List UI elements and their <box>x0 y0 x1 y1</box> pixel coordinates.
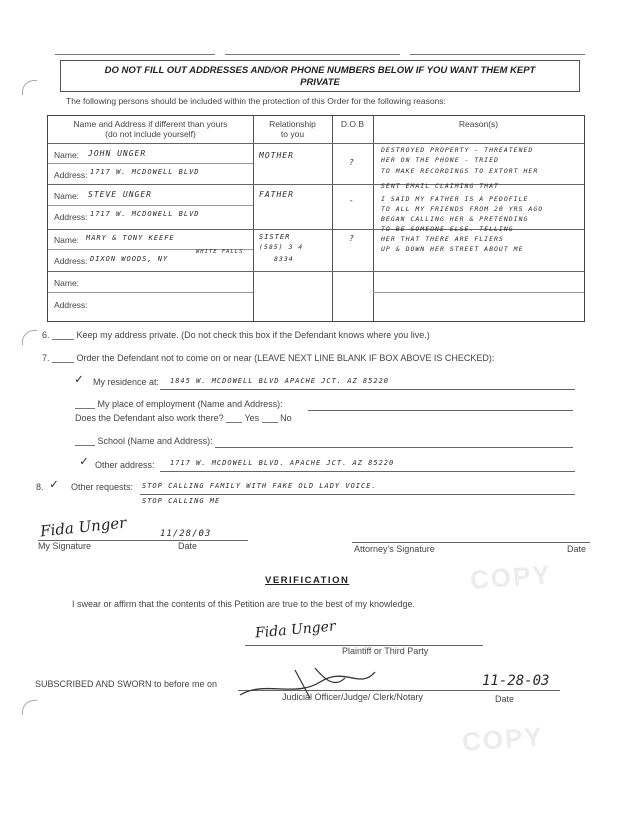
copy-watermark: COPY <box>461 721 545 757</box>
notary-date-label: Date <box>495 694 515 704</box>
reason-line: UP & DOWN HER STREET ABOUT ME <box>381 245 524 254</box>
employment-row <box>75 399 283 409</box>
sub-divider <box>48 292 253 293</box>
reason-line: DESTROYED PROPERTY - THREATENED <box>381 146 534 154</box>
residence-check-mark[interactable]: ✓ <box>75 372 84 387</box>
header-relationship-sub: to you <box>280 129 305 139</box>
intro-text: The following persons should be included within the protection of this Order for the following reasons: <box>66 96 446 106</box>
address-label: Address: <box>54 300 88 310</box>
employment-line <box>308 410 573 411</box>
other-requests-label: Other requests: <box>71 482 134 492</box>
row-3-phone: (585) 3 4 <box>259 243 304 251</box>
name-label: Name: <box>54 235 80 245</box>
verification-title: VERIFICATION <box>265 575 350 586</box>
signature-date[interactable]: 11/28/03 <box>160 529 212 539</box>
sub-divider <box>48 205 253 206</box>
employment-checkbox[interactable] <box>75 399 95 409</box>
col-divider <box>253 116 254 321</box>
employment-label: My place of employment (Name and Address): <box>97 399 283 409</box>
other-requests-line <box>140 494 575 495</box>
warning-line-2: PRIVATE <box>300 77 340 88</box>
school-checkbox[interactable] <box>75 436 95 446</box>
name-label: Name: <box>54 191 80 201</box>
other-requests-line-1[interactable]: STOP CALLING FAMILY WITH FAKE OLD LADY VOICE. <box>142 482 377 490</box>
name-label: Name: <box>54 278 80 288</box>
address-label: Address: <box>54 212 88 222</box>
scan-mark <box>22 700 37 715</box>
top-rule-left <box>55 54 215 55</box>
row-1-address: 1717 W. MCDOWELL BLVD <box>90 168 200 176</box>
attorney-signature-line <box>352 542 590 543</box>
no-label: No <box>280 413 292 423</box>
plaintiff-signature[interactable]: Fida Unger <box>254 618 337 642</box>
reason-line: TO ALL MY FRIENDS FROM 20 YRS AGO <box>381 205 544 214</box>
header-name-sub: (do not include yourself) <box>105 129 196 139</box>
col-divider <box>373 116 374 321</box>
residence-line <box>160 389 575 390</box>
item-6 <box>42 330 430 340</box>
copy-watermark: COPY <box>469 559 553 595</box>
top-rule-right <box>410 54 585 55</box>
row-1-name: JOHN UNGER <box>88 149 147 158</box>
yes-checkbox[interactable] <box>226 413 242 423</box>
notary-date[interactable]: 11-28-03 <box>482 673 550 689</box>
reasons-text <box>381 146 543 254</box>
header-relationship <box>253 119 332 139</box>
address-label: Address: <box>54 170 88 180</box>
address-label: Address: <box>54 256 88 266</box>
verification-text: I swear or affirm that the contents of this Petition are true to the best of my knowledge. <box>72 599 416 609</box>
my-signature-label: My Signature <box>38 541 92 551</box>
reason-line: I SAID MY FATHER IS A PEDOFILE <box>381 195 529 204</box>
header-reasons: Reason(s) <box>458 119 499 129</box>
no-checkbox[interactable] <box>262 413 278 423</box>
top-rule-middle <box>225 54 400 55</box>
row-3-dob: ? <box>349 234 355 243</box>
sub-divider <box>48 163 253 164</box>
col-divider <box>332 116 333 321</box>
sub-divider <box>373 292 584 293</box>
item-6-checkbox[interactable] <box>52 330 74 340</box>
row-3-name: MARY & TONY KEEFE <box>86 234 175 242</box>
row-2-dob: - <box>349 196 355 205</box>
warning-line-1: DO NOT FILL OUT ADDRESSES AND/OR PHONE NUMBERS BELOW IF YOU WANT THEM KEPT <box>104 65 536 76</box>
school-row <box>75 436 213 446</box>
other-requests-line-2[interactable]: STOP CALLING ME <box>142 497 221 505</box>
attorney-date-label: Date <box>567 544 587 554</box>
reason-line: HER THAT THERE ARE FLIERS <box>381 235 504 244</box>
reason-line: BEGAN CALLING HER & PRETENDING <box>381 215 529 224</box>
item-7-text: Order the Defendant not to come on or near (LEAVE NEXT LINE BLANK IF BOX ABOVE IS CHECKED): <box>76 353 495 363</box>
item-7 <box>42 353 494 363</box>
row-2-address: 1717 W. MCDOWELL BLVD <box>90 210 200 218</box>
row-2-relationship: FATHER <box>259 190 294 199</box>
attorney-signature-label: Attorney's Signature <box>354 544 435 554</box>
item-8-check-mark[interactable]: ✓ <box>50 477 59 492</box>
item-8-number: 8. <box>36 482 44 492</box>
official-label: Judicial Officer/Judge/ Clerk/Notary <box>282 692 423 702</box>
name-label: Name: <box>54 150 80 160</box>
petitioner-signature[interactable]: Fida Unger <box>39 513 128 541</box>
date-label: Date <box>178 541 198 551</box>
item-6-text: Keep my address private. (Do not check this box if the Defendant knows where you live.) <box>76 330 430 340</box>
other-address-line <box>160 471 575 472</box>
protected-persons-table <box>47 115 585 322</box>
reason-line: SENT EMAIL CLAIMING THAT <box>381 182 499 191</box>
row-1-relationship: MOTHER <box>259 151 294 160</box>
scan-mark <box>22 80 37 95</box>
header-name <box>48 119 253 139</box>
plaintiff-label: Plaintiff or Third Party <box>342 646 429 656</box>
scan-mark <box>22 330 37 345</box>
row-divider <box>48 271 584 272</box>
row-2-name: STEVE UNGER <box>88 190 152 199</box>
school-label: School (Name and Address): <box>97 436 213 446</box>
item-7-checkbox[interactable] <box>52 353 74 363</box>
other-address-label: Other address: <box>95 460 155 470</box>
school-line <box>215 447 573 448</box>
row-3-address: DIXON WOODS, NY <box>90 255 169 263</box>
private-warning-box <box>60 60 580 92</box>
subscribed-text: SUBSCRIBED AND SWORN to before me on <box>35 679 218 689</box>
reason-line: TO MAKE RECORDINGS TO EXTORT HER <box>381 167 539 176</box>
row-3-phone-2: 8334 <box>274 255 294 263</box>
header-relationship-text: Relationship <box>269 119 316 129</box>
other-address-value[interactable]: 1717 W. MCDOWELL BLVD. APACHE JCT. AZ 85220 <box>170 459 395 467</box>
work-question: Does the Defendant also work there? <box>75 413 224 423</box>
row-3-relationship: SISTER <box>259 233 291 241</box>
residence-value[interactable]: 1845 W. MCDOWELL BLVD APACHE JCT. AZ 85220 <box>170 377 390 385</box>
residence-label: My residence at: <box>93 377 160 387</box>
item-6-number: 6. <box>42 330 50 340</box>
work-question-row <box>75 413 292 423</box>
row-1-dob: ? <box>349 158 355 167</box>
row-3-address-extra: WHITE FALLS <box>196 249 244 255</box>
row-divider <box>48 143 584 144</box>
header-name-text: Name and Address if different than yours <box>73 119 228 129</box>
other-address-check-mark[interactable]: ✓ <box>80 454 89 469</box>
item-7-number: 7. <box>42 353 50 363</box>
reason-line: HER ON THE PHONE - TRIED <box>381 155 499 164</box>
reason-line: TO BE SOMEONE ELSE. TELLING <box>381 225 514 234</box>
yes-label: Yes <box>244 413 260 423</box>
header-dob: D.O.B <box>340 119 365 129</box>
